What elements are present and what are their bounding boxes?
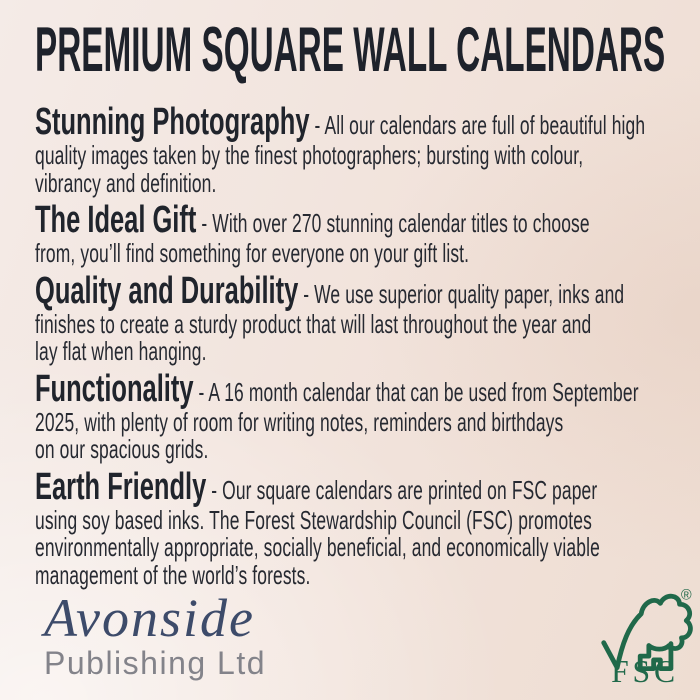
section-text: finishes to create a sturdy product that will last throughout the year and bbox=[35, 308, 592, 339]
publisher-name: Avonside bbox=[44, 588, 255, 648]
section-text: using soy based inks. The Forest Stewardship Council (FSC) promotes bbox=[35, 504, 592, 535]
section-text: management of the world’s forests. bbox=[35, 559, 311, 590]
section-text: environmentally appropriate, socially beneficial, and economically viable bbox=[35, 532, 600, 562]
section-quality-durability bbox=[35, 271, 683, 366]
fsc-label: FSC bbox=[611, 654, 679, 685]
section-line bbox=[35, 269, 625, 312]
section-line bbox=[35, 367, 639, 410]
section-line bbox=[35, 465, 598, 508]
section-text: quality images taken by the finest photographers; bursting with colour, bbox=[35, 140, 584, 170]
section-heading: Stunning Photography bbox=[35, 101, 310, 143]
section-functionality bbox=[35, 369, 683, 464]
page-title: PREMIUM SQUARE WALL CALENDARS bbox=[35, 15, 666, 85]
section-stunning-photography bbox=[35, 102, 683, 197]
section-text: from, you’ll find something for everyone on your gift list. bbox=[35, 238, 470, 268]
section-text: on our spacious grids. bbox=[35, 434, 209, 464]
section-text: lay flat when hanging. bbox=[35, 336, 207, 366]
publisher-subtitle: Publishing Ltd bbox=[44, 645, 267, 681]
section-text: vibrancy and definition. bbox=[35, 167, 217, 198]
section-text: - Our square calendars are printed on FSC paper bbox=[206, 474, 598, 505]
section-text: 2025, with plenty of room for writing notes, reminders and birthdays bbox=[35, 406, 564, 437]
section-text: - All our calendars are full of beautiful high bbox=[309, 110, 646, 140]
fsc-registered-icon: ® bbox=[680, 587, 692, 604]
feature-sections bbox=[35, 102, 683, 592]
section-line bbox=[35, 101, 646, 143]
section-heading: The Ideal Gift bbox=[35, 199, 197, 241]
section-text: - A 16 month calendar that can be used from September bbox=[193, 376, 639, 407]
section-line bbox=[35, 199, 590, 241]
section-heading: Functionality bbox=[35, 367, 194, 410]
section-heading: Earth Friendly bbox=[35, 465, 207, 508]
section-text: - We use superior quality paper, inks and bbox=[298, 278, 625, 309]
section-heading: Quality and Durability bbox=[35, 269, 299, 312]
section-earth-friendly bbox=[35, 467, 683, 590]
publisher-logo bbox=[44, 590, 266, 680]
section-ideal-gift bbox=[35, 200, 683, 268]
section-text: - With over 270 stunning calendar titles to choose bbox=[196, 208, 590, 238]
fsc-logo bbox=[597, 585, 693, 685]
